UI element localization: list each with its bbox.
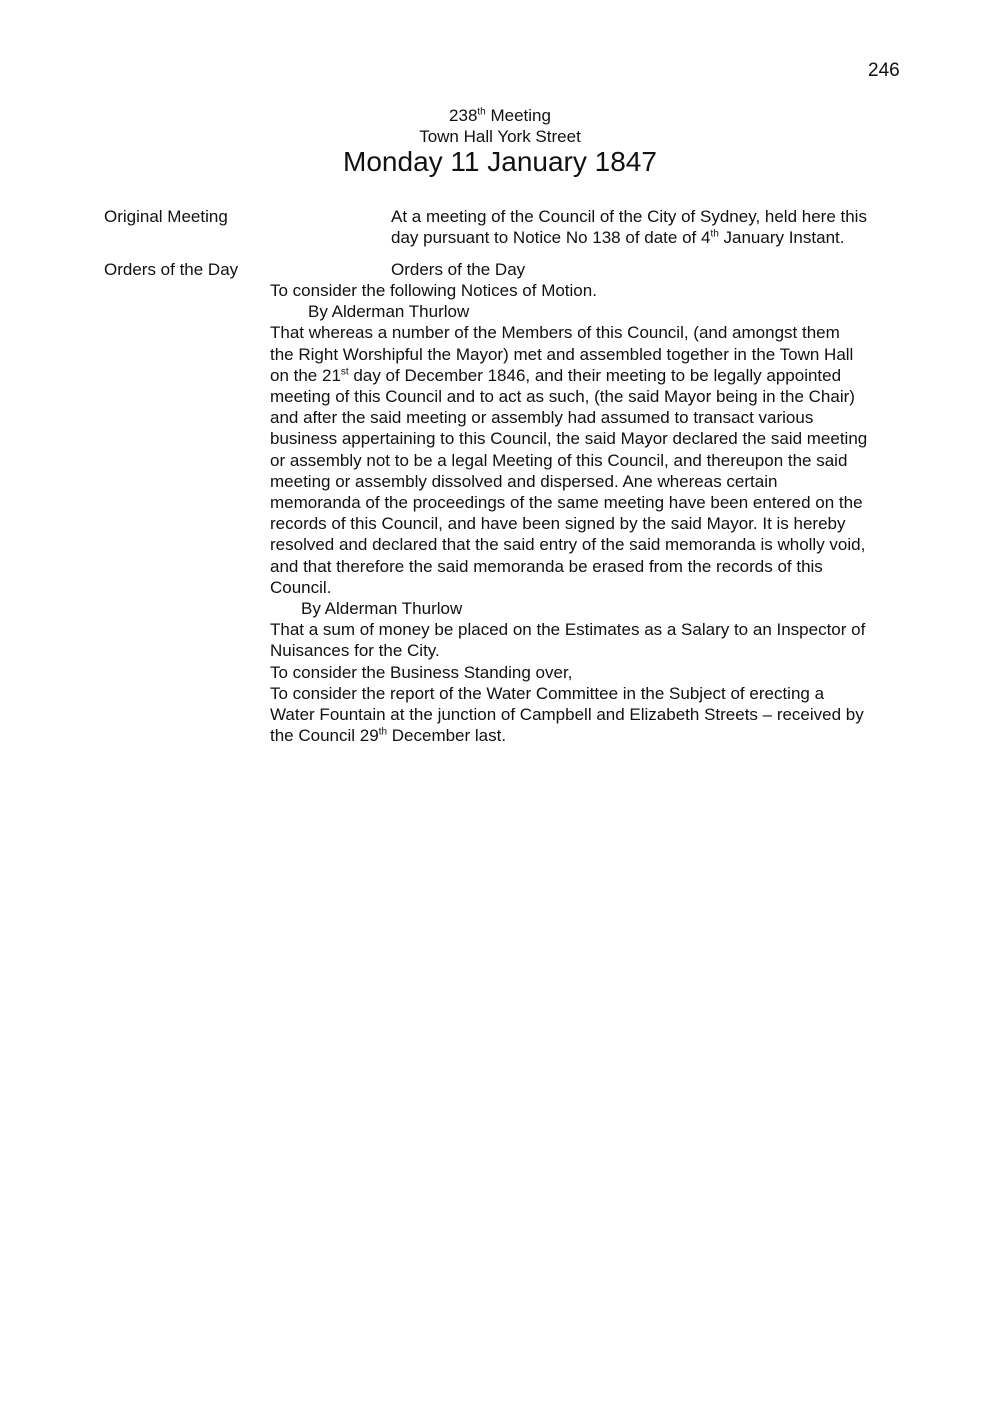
report-line: To consider the report of the Water Committee in the Subject of erecting a bbox=[270, 683, 825, 703]
motion-2-mover: By Alderman Thurlow bbox=[301, 599, 463, 619]
business-standing-over: To consider the Business Standing over, bbox=[270, 662, 573, 682]
motion-2-text bbox=[270, 619, 930, 661]
orders-of-day-heading: Orders of the Day bbox=[391, 260, 526, 279]
meeting-venue: Town Hall York Street bbox=[419, 127, 581, 146]
motion-line: business appertaining to this Council, the said Mayor declared the said meeting bbox=[270, 429, 868, 449]
meeting-date: Monday 11 January 1847 bbox=[343, 146, 657, 177]
meeting-word: Meeting bbox=[485, 106, 551, 125]
original-meeting-line: day pursuant to Notice No 138 of date of 4th January Instant. bbox=[391, 228, 845, 248]
notices-intro: To consider the following Notices of Motion. bbox=[270, 281, 597, 300]
motion-line: records of this Council, and have been signed by the said Mayor. It is hereby bbox=[270, 514, 846, 534]
motion-line: Nuisances for the City. bbox=[270, 641, 440, 661]
motion-line: memoranda of the proceedings of the same meeting have been entered on the bbox=[270, 493, 863, 513]
motion-line: the Right Worshipful the Mayor) met and assembled together in the Town Hall bbox=[270, 344, 854, 364]
meeting-number-suffix: th bbox=[477, 106, 486, 118]
motion-line: meeting or assembly dissolved and dispersed. Ane whereas certain bbox=[270, 471, 778, 491]
motion-line: resolved and declared that the said entry of the said memoranda is wholly void, bbox=[270, 535, 866, 555]
motion-line: and that therefore the said memoranda be erased from the records of this bbox=[270, 556, 823, 576]
motion-line: and after the said meeting or assembly had assumed to transact various bbox=[270, 408, 814, 428]
report-line: the Council 29th December last. bbox=[270, 726, 507, 746]
meeting-number bbox=[0, 106, 1000, 126]
margin-label-orders-of-day: Orders of the Day bbox=[104, 260, 239, 279]
margin-label-original-meeting: Original Meeting bbox=[104, 207, 228, 226]
original-meeting-line: At a meeting of the Council of the City of Sydney, held here this bbox=[391, 207, 867, 226]
motion-line: on the 21st day of December 1846, and their meeting to be legally appointed bbox=[270, 365, 842, 385]
orders-body bbox=[270, 280, 930, 746]
meeting-number-value: 238 bbox=[449, 106, 478, 125]
motion-line: That whereas a number of the Members of this Council, (and amongst them bbox=[270, 323, 840, 343]
water-committee-report bbox=[270, 683, 930, 747]
motion-1-text bbox=[270, 322, 930, 598]
page-number: 246 bbox=[868, 60, 900, 81]
motion-1-mover: By Alderman Thurlow bbox=[308, 302, 470, 322]
motion-line: or assembly not to be a legal Meeting of this Council, and thereupon the said bbox=[270, 450, 848, 470]
report-line: Water Fountain at the junction of Campbell and Elizabeth Streets – received by bbox=[270, 705, 864, 725]
motion-line: That a sum of money be placed on the Estimates as a Salary to an Inspector of bbox=[270, 620, 866, 640]
motion-line: meeting of this Council and to act as such, (the said Mayor being in the Chair) bbox=[270, 387, 855, 407]
original-meeting-text bbox=[391, 206, 867, 248]
motion-line: Council. bbox=[270, 577, 332, 597]
